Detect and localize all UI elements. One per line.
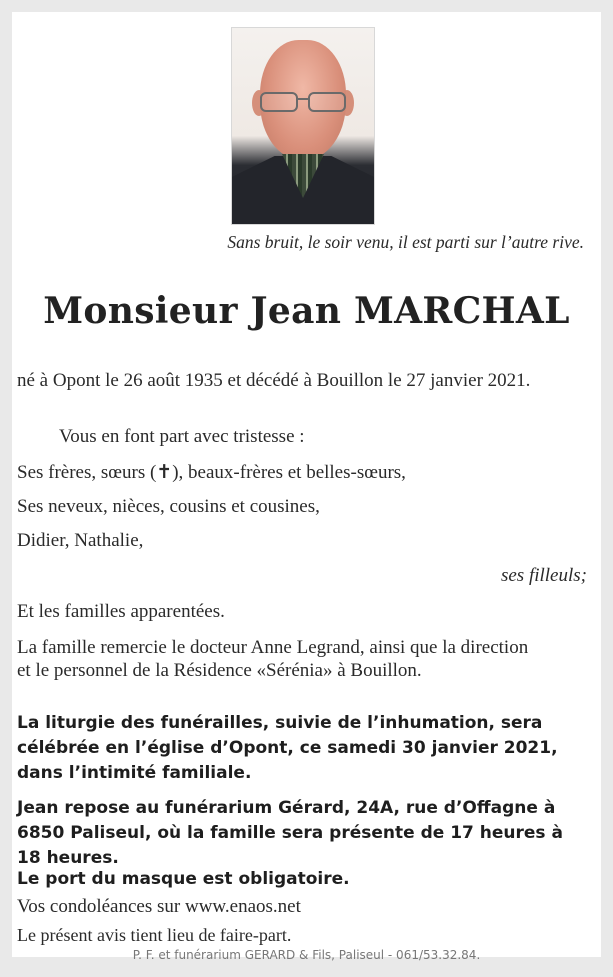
condolences-text: Vos condoléances sur www.enaos.net	[17, 896, 301, 917]
obituary-card	[12, 12, 601, 957]
portrait-photo	[231, 27, 375, 225]
deceased-name: Monsieur Jean MARCHAL	[43, 290, 570, 332]
relatives-text: Et les familles apparentées.	[17, 601, 225, 622]
epigraph-quote: Sans bruit, le soir venu, il est parti sur l’autre rive.	[227, 232, 584, 252]
godchildren-text: ses filleuls;	[500, 565, 587, 586]
thanks-paragraph: La famille remercie le docteur Anne Legrand, ainsi que la direction et le personnel de la Résidence «Sérénia» à Bouillon.	[17, 637, 529, 681]
family-line-siblings: Ses frères, sœurs (✝), beaux-frères et belles-sœurs,	[17, 462, 406, 483]
repose-paragraph: Jean repose au funérarium Gérard, 24A, rue d’Offagne à 6850 Paliseul, où la famille sera présente de 17 heures à 18 heures.	[17, 798, 563, 868]
announce-text: Vous en font part avec tristesse :	[59, 426, 305, 447]
notice-text: Le présent avis tient lieu de faire-part.	[17, 925, 292, 945]
birth-death-text: né à Opont le 26 août 1935 et décédé à Bouillon le 27 janvier 2021.	[17, 370, 531, 391]
funeral-home-footer: P. F. et funérarium GERARD & Fils, Paliseul - 061/53.32.84.	[132, 948, 481, 962]
mask-notice: Le port du masque est obligatoire.	[17, 869, 350, 889]
liturgy-paragraph: La liturgie des funérailles, suivie de l’inhumation, sera célébrée en l’église d’Opont, ce samedi 30 janvier 2021, dans l’intimité familiale.	[17, 713, 558, 783]
family-line-names: Didier, Nathalie,	[17, 530, 144, 551]
family-line-nephews: Ses neveux, nièces, cousins et cousines,	[17, 496, 320, 517]
